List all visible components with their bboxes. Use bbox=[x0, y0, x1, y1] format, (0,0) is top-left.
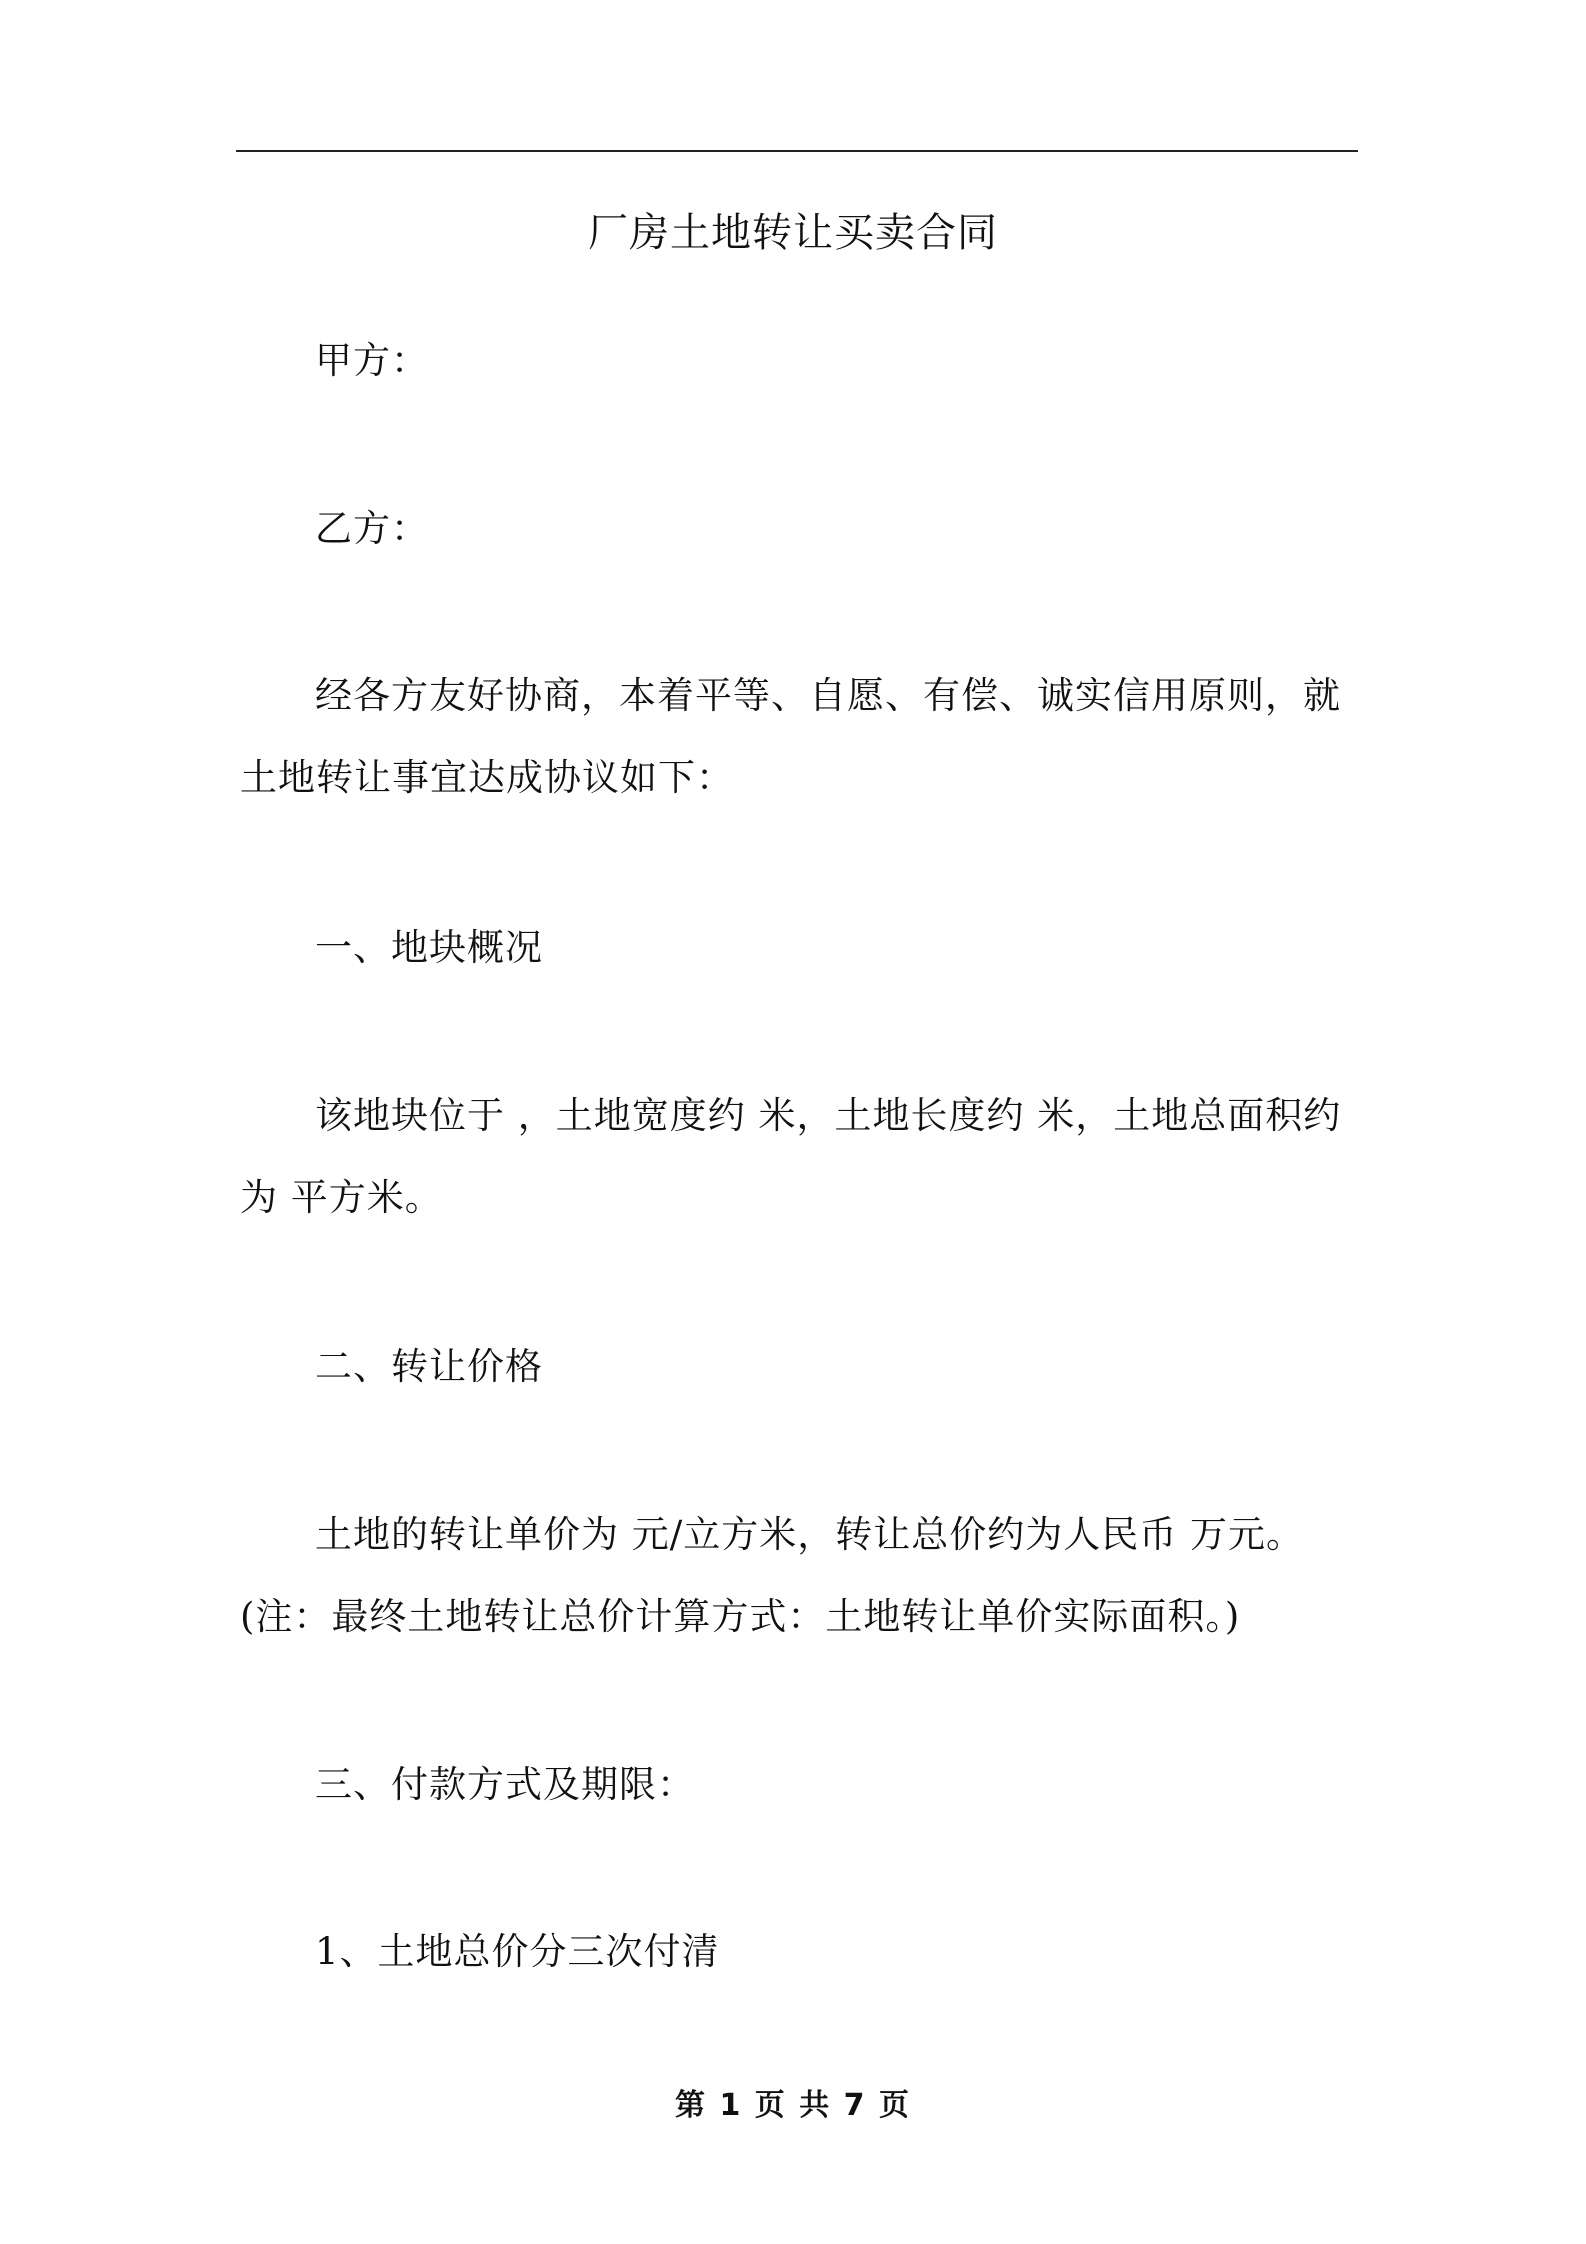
header-divider bbox=[236, 150, 1358, 152]
section-heading-land-overview: 一、地块概况 bbox=[315, 926, 543, 969]
preamble-paragraph: 经各方友好协商，本着平等、自愿、有偿、诚实信用原则，就土地转让事宜达成协议如下： bbox=[240, 674, 1341, 799]
transfer-price-paragraph: 土地的转让单价为 元/立方米，转让总价约为人民币 万元。(注：最终土地转让总价计算方式：土地转让单价实际面积。) bbox=[240, 1513, 1304, 1638]
party-b-line: 乙方： bbox=[315, 507, 429, 550]
section-heading-transfer-price: 二、转让价格 bbox=[315, 1345, 543, 1388]
payment-item-1: 1、土地总价分三次付清 bbox=[315, 1930, 720, 1973]
section-heading-payment-terms: 三、付款方式及期限： bbox=[315, 1763, 695, 1806]
party-a-line: 甲方： bbox=[315, 339, 429, 382]
page-indicator: 第 1 页 共 7 页 bbox=[675, 2088, 911, 2123]
land-overview-paragraph: 该地块位于 ，土地宽度约 米，土地长度约 米，土地总面积约为 平方米。 bbox=[240, 1094, 1342, 1219]
document-title: 厂房土地转让买卖合同 bbox=[588, 210, 998, 256]
